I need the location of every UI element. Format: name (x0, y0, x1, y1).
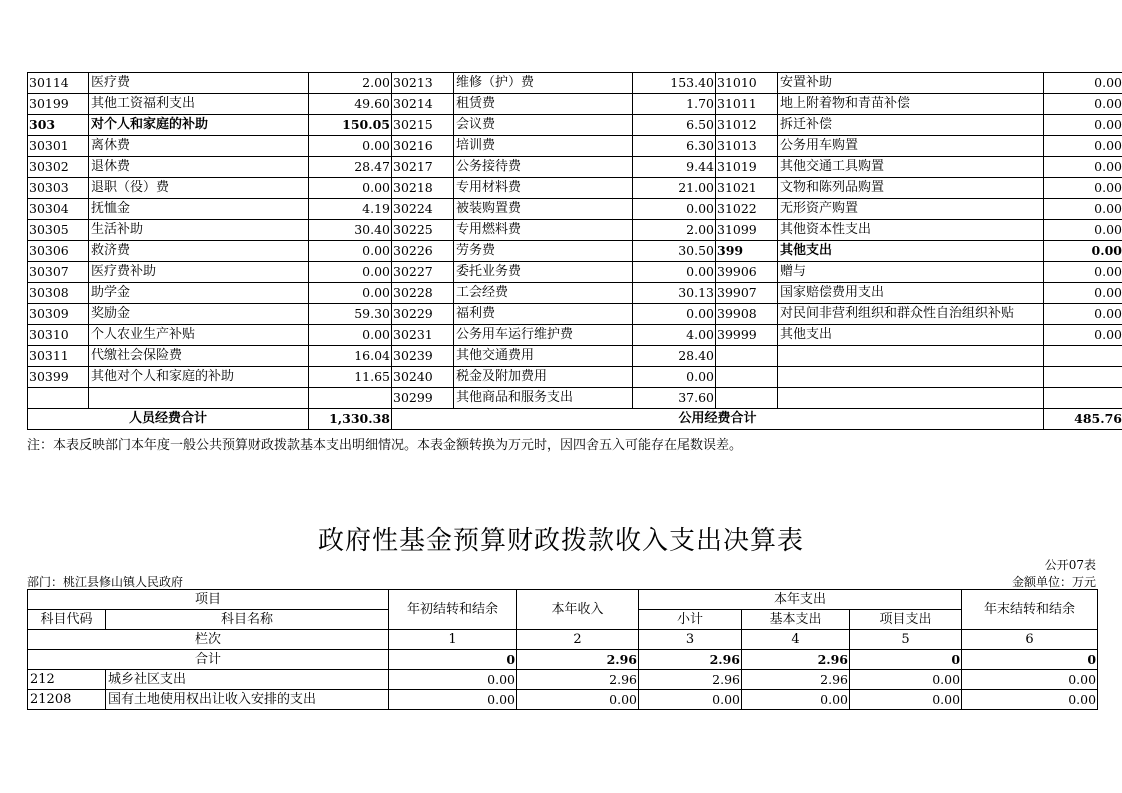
expense-name: 个人农业生产补贴 (89, 325, 309, 346)
header-row-1 (28, 590, 1098, 610)
table-row (28, 670, 1098, 690)
expense-code: 30114 (28, 73, 89, 94)
expense-amount: 0.00 (1044, 157, 1122, 178)
expense-code: 30240 (392, 367, 454, 388)
expense-name: 对个人和家庭的补助 (89, 115, 309, 136)
expense-name: 生活补助 (89, 220, 309, 241)
expense-amount: 0.00 (1044, 178, 1122, 199)
expense-amount: 49.60 (309, 94, 392, 115)
expense-code (28, 388, 89, 409)
expense-amount: 0.00 (309, 283, 392, 304)
column-number: 5 (850, 630, 962, 650)
basic-expense-detail-rows (28, 73, 1122, 409)
public-total-value: 485.76 (1044, 409, 1122, 430)
expense-code: 30225 (392, 220, 454, 241)
expense-name: 专用材料费 (454, 178, 633, 199)
header-basic: 基本支出 (742, 610, 850, 630)
expense-name: 其他资本性支出 (778, 220, 1044, 241)
expense-amount: 0.00 (633, 262, 716, 283)
expense-name: 文物和陈列品购置 (778, 178, 1044, 199)
expense-name: 委托业务费 (454, 262, 633, 283)
expense-code: 30214 (392, 94, 454, 115)
total-value: 2.96 (517, 650, 639, 670)
expense-name (778, 346, 1044, 367)
expense-code: 30239 (392, 346, 454, 367)
expense-code: 30231 (392, 325, 454, 346)
header-code: 科目代码 (28, 610, 106, 630)
expense-code: 39999 (716, 325, 778, 346)
expense-amount: 2.00 (633, 220, 716, 241)
total-value: 0 (389, 650, 517, 670)
expense-name: 其他商品和服务支出 (454, 388, 633, 409)
expense-code: 30199 (28, 94, 89, 115)
expense-amount (1044, 346, 1122, 367)
expense-amount: 0.00 (1044, 283, 1122, 304)
table-row (28, 115, 1122, 136)
basic-expense-detail-table (27, 72, 1122, 430)
expense-code: 30217 (392, 157, 454, 178)
amount-cell: 0.00 (850, 690, 962, 710)
expense-amount: 30.50 (633, 241, 716, 262)
table-row (28, 73, 1122, 94)
expense-code: 30305 (28, 220, 89, 241)
total-value: 2.96 (742, 650, 850, 670)
department-label: 部门：桃江县修山镇人民政府 (27, 575, 184, 589)
expense-name: 退休费 (89, 157, 309, 178)
expense-amount: 2.00 (309, 73, 392, 94)
expense-amount: 6.50 (633, 115, 716, 136)
header-subtotal: 小计 (639, 610, 742, 630)
expense-amount: 9.44 (633, 157, 716, 178)
expense-name: 被装购置费 (454, 199, 633, 220)
table-row (28, 178, 1122, 199)
expense-name (89, 388, 309, 409)
header-income: 本年收入 (517, 590, 639, 630)
amount-cell: 2.96 (742, 670, 850, 690)
expense-code: 31011 (716, 94, 778, 115)
subject-name: 国有土地使用权出让收入安排的支出 (106, 690, 389, 710)
expense-name: 公务用车运行维护费 (454, 325, 633, 346)
expense-name: 其他交通工具购置 (778, 157, 1044, 178)
table-note: 注：本表反映部门本年度一般公共预算财政拨款基本支出明细情况。本表金额转换为万元时，因四舍五入可能存在尾数误差。 (27, 438, 743, 453)
expense-name: 专用燃料费 (454, 220, 633, 241)
expense-amount: 0.00 (1044, 325, 1122, 346)
table-row (28, 220, 1122, 241)
expense-amount: 30.13 (633, 283, 716, 304)
expense-name: 对民间非营利组织和群众性自治组织补贴 (778, 304, 1044, 325)
expense-code: 31019 (716, 157, 778, 178)
expense-code: 30399 (28, 367, 89, 388)
expense-name (778, 388, 1044, 409)
expense-amount: 30.40 (309, 220, 392, 241)
public-total-label: 公用经费合计 (392, 409, 1044, 430)
form-number: 公开07表 (1044, 558, 1096, 572)
amount-cell: 0.00 (962, 690, 1098, 710)
header-item: 项目 (28, 590, 389, 610)
expense-name: 无形资产购置 (778, 199, 1044, 220)
expense-code: 31012 (716, 115, 778, 136)
amount-cell: 2.96 (639, 670, 742, 690)
expense-name: 会议费 (454, 115, 633, 136)
expense-code: 30299 (392, 388, 454, 409)
expense-name: 助学金 (89, 283, 309, 304)
expense-amount: 0.00 (1044, 262, 1122, 283)
column-number-label: 栏次 (28, 630, 389, 650)
gov-fund-rows (28, 670, 1098, 710)
expense-name: 退职（役）费 (89, 178, 309, 199)
expense-code: 30310 (28, 325, 89, 346)
expense-code: 30224 (392, 199, 454, 220)
table-row (28, 367, 1122, 388)
table-row (28, 346, 1122, 367)
expense-code: 30228 (392, 283, 454, 304)
expense-name: 其他支出 (778, 241, 1044, 262)
column-number: 2 (517, 630, 639, 650)
header-project: 项目支出 (850, 610, 962, 630)
table-row (28, 157, 1122, 178)
expense-amount: 0.00 (1044, 199, 1122, 220)
expense-amount (1044, 388, 1122, 409)
expense-amount: 0.00 (309, 136, 392, 157)
expense-amount (309, 388, 392, 409)
expense-amount: 11.65 (309, 367, 392, 388)
table-row (28, 241, 1122, 262)
expense-name: 抚恤金 (89, 199, 309, 220)
expense-name: 租赁费 (454, 94, 633, 115)
table-row (28, 388, 1122, 409)
expense-name: 其他交通费用 (454, 346, 633, 367)
expense-amount: 59.30 (309, 304, 392, 325)
expense-name: 安置补助 (778, 73, 1044, 94)
column-number: 6 (962, 630, 1098, 650)
expense-code: 31010 (716, 73, 778, 94)
expense-code: 30227 (392, 262, 454, 283)
expense-amount: 21.00 (633, 178, 716, 199)
expense-name: 奖励金 (89, 304, 309, 325)
expense-name: 福利费 (454, 304, 633, 325)
expense-code: 30302 (28, 157, 89, 178)
table-row (28, 690, 1098, 710)
expense-name: 拆迁补偿 (778, 115, 1044, 136)
expense-code: 30309 (28, 304, 89, 325)
expense-name: 工会经费 (454, 283, 633, 304)
amount-cell: 0.00 (639, 690, 742, 710)
expense-amount: 0.00 (1044, 304, 1122, 325)
expense-code: 303 (28, 115, 89, 136)
column-number: 3 (639, 630, 742, 650)
personnel-total-label: 人员经费合计 (28, 409, 309, 430)
expense-code: 30226 (392, 241, 454, 262)
expense-code: 30301 (28, 136, 89, 157)
total-value: 0 (962, 650, 1098, 670)
expense-code: 30308 (28, 283, 89, 304)
expense-code: 30213 (392, 73, 454, 94)
subject-name: 城乡社区支出 (106, 670, 389, 690)
expense-amount: 153.40 (633, 73, 716, 94)
table-row (28, 136, 1122, 157)
expense-amount (1044, 367, 1122, 388)
expense-code (716, 346, 778, 367)
header-carry-in: 年初结转和结余 (389, 590, 517, 630)
expense-code: 31099 (716, 220, 778, 241)
amount-cell: 0.00 (962, 670, 1098, 690)
expense-name: 劳务费 (454, 241, 633, 262)
expense-code: 31022 (716, 199, 778, 220)
expense-code: 30306 (28, 241, 89, 262)
total-value: 0 (850, 650, 962, 670)
expense-amount: 0.00 (309, 325, 392, 346)
expense-name: 培训费 (454, 136, 633, 157)
expense-amount: 150.05 (309, 115, 392, 136)
gov-fund-budget-table (27, 589, 1098, 710)
expense-code (716, 367, 778, 388)
expense-code: 30304 (28, 199, 89, 220)
expense-name: 公务接待费 (454, 157, 633, 178)
table-row (28, 325, 1122, 346)
expense-amount: 16.04 (309, 346, 392, 367)
column-number: 1 (389, 630, 517, 650)
expense-code: 30216 (392, 136, 454, 157)
expense-name: 维修（护）费 (454, 73, 633, 94)
amount-cell: 0.00 (850, 670, 962, 690)
subject-code: 21208 (28, 690, 106, 710)
expense-name: 公务用车购置 (778, 136, 1044, 157)
total-value: 2.96 (639, 650, 742, 670)
amount-cell: 0.00 (742, 690, 850, 710)
expense-code: 39907 (716, 283, 778, 304)
expense-amount: 0.00 (309, 178, 392, 199)
amount-cell: 0.00 (389, 690, 517, 710)
expense-amount: 28.47 (309, 157, 392, 178)
expense-name: 其他支出 (778, 325, 1044, 346)
amount-cell: 0.00 (517, 690, 639, 710)
expense-name: 地上附着物和青苗补偿 (778, 94, 1044, 115)
expense-amount: 4.00 (633, 325, 716, 346)
expense-amount: 0.00 (1044, 136, 1122, 157)
column-number-row (28, 630, 1098, 650)
page-title: 政府性基金预算财政拨款收入支出决算表 (317, 526, 804, 556)
totals-row (28, 409, 1122, 430)
expense-amount: 28.40 (633, 346, 716, 367)
expense-code (716, 388, 778, 409)
table-row (28, 304, 1122, 325)
amount-unit-label: 金额单位：万元 (1011, 575, 1096, 589)
expense-code: 39906 (716, 262, 778, 283)
expense-name: 税金及附加费用 (454, 367, 633, 388)
expense-amount: 0.00 (309, 262, 392, 283)
table-row (28, 199, 1122, 220)
expense-amount: 0.00 (1044, 73, 1122, 94)
expense-amount: 6.30 (633, 136, 716, 157)
expense-name: 其他工资福利支出 (89, 94, 309, 115)
subject-code: 212 (28, 670, 106, 690)
expense-code: 31013 (716, 136, 778, 157)
expense-amount: 0.00 (633, 304, 716, 325)
table-row (28, 262, 1122, 283)
expense-amount: 0.00 (1044, 241, 1122, 262)
expense-code: 30215 (392, 115, 454, 136)
expense-name: 离休费 (89, 136, 309, 157)
expense-code: 31021 (716, 178, 778, 199)
expense-amount: 0.00 (1044, 220, 1122, 241)
amount-cell: 0.00 (389, 670, 517, 690)
expense-name: 救济费 (89, 241, 309, 262)
total-label: 合计 (28, 650, 389, 670)
expense-name: 赠与 (778, 262, 1044, 283)
table-row (28, 283, 1122, 304)
expense-code: 30303 (28, 178, 89, 199)
expense-amount: 1.70 (633, 94, 716, 115)
expense-code: 30229 (392, 304, 454, 325)
expense-name: 其他对个人和家庭的补助 (89, 367, 309, 388)
expense-code: 30218 (392, 178, 454, 199)
header-expense: 本年支出 (639, 590, 962, 610)
header-name: 科目名称 (106, 610, 389, 630)
personnel-total-value: 1,330.38 (309, 409, 392, 430)
expense-amount: 0.00 (1044, 115, 1122, 136)
expense-name: 代缴社会保险费 (89, 346, 309, 367)
expense-amount: 0.00 (309, 241, 392, 262)
expense-code: 39908 (716, 304, 778, 325)
expense-amount: 0.00 (633, 199, 716, 220)
amount-cell: 2.96 (517, 670, 639, 690)
column-number: 4 (742, 630, 850, 650)
expense-code: 399 (716, 241, 778, 262)
expense-name: 国家赔偿费用支出 (778, 283, 1044, 304)
expense-name: 医疗费补助 (89, 262, 309, 283)
expense-amount: 0.00 (633, 367, 716, 388)
expense-code: 30311 (28, 346, 89, 367)
header-carry-out: 年末结转和结余 (962, 590, 1098, 630)
table-row (28, 94, 1122, 115)
expense-amount: 37.60 (633, 388, 716, 409)
expense-amount: 4.19 (309, 199, 392, 220)
expense-code: 30307 (28, 262, 89, 283)
expense-name (778, 367, 1044, 388)
total-row (28, 650, 1098, 670)
expense-name: 医疗费 (89, 73, 309, 94)
expense-amount: 0.00 (1044, 94, 1122, 115)
